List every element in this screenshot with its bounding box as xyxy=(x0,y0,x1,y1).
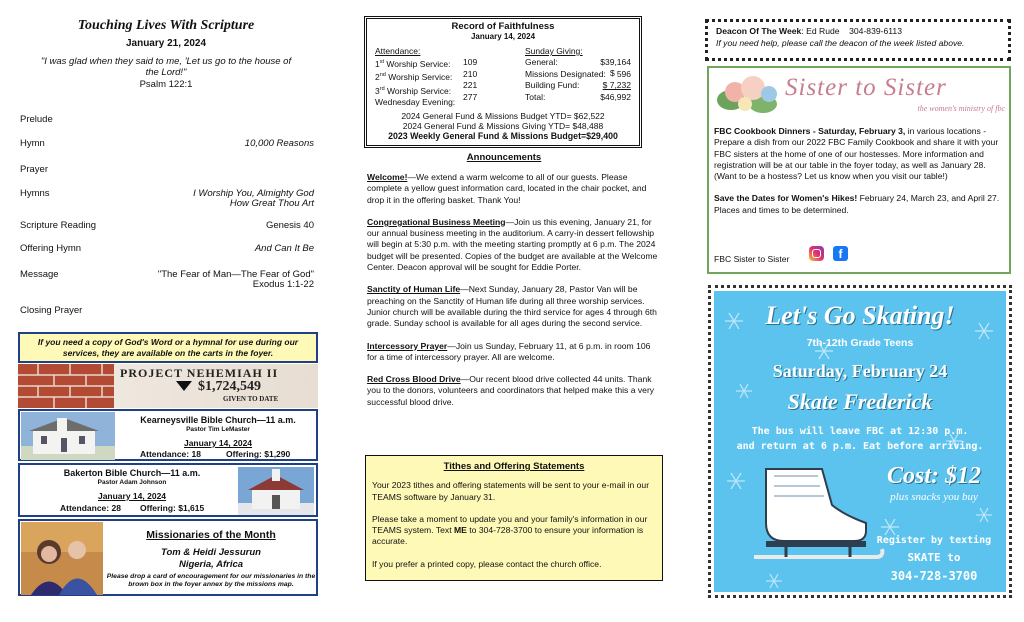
project-nehemiah-banner xyxy=(18,364,318,408)
deacon-label: Deacon Of The Week xyxy=(716,26,802,36)
deacon-note: If you need help, please call the deacon of the week listed above. xyxy=(716,38,965,48)
church-name: Bakerton Bible Church—11 a.m. xyxy=(63,468,201,478)
order-item-label: Prayer xyxy=(20,164,48,175)
skate-register: Register by texting xyxy=(876,535,992,546)
tithes-statements-box xyxy=(365,455,663,581)
skate-place: Skate Frederick xyxy=(787,389,933,414)
tithes-paragraph: Your 2023 tithes and offering statements will be sent to your e-mail in our TEAMS software by January 31. xyxy=(372,480,650,502)
bakerton-church-card xyxy=(18,463,318,517)
giving-label: Sunday Giving: xyxy=(525,46,583,56)
announcement-text: —Join us this evening, January 21, for our annual business meeting in the auditorium. A carry-in dessert fellowship will begin at 5:30 p.m. with the meeting starting promptly at 6 p.m. The 2024 budget will be presented. Copies of the budget are available at the Welcome Center. Deacon approval will be sought for Eddie Porter. xyxy=(367,216,658,273)
giving-value: 596 xyxy=(616,68,631,79)
skate-register-keyword: SKATE to xyxy=(907,551,961,564)
attendance-value: 277 xyxy=(463,91,478,102)
facebook-icon[interactable]: f xyxy=(833,246,848,261)
order-of-service-column xyxy=(14,18,318,90)
scripture-verse: "I was glad when they said to me, 'Let us go to the house of the Lord!" xyxy=(40,56,292,78)
order-item-label: Hymns xyxy=(20,188,50,199)
bulletin-date: January 21, 2024 xyxy=(125,38,207,49)
giving-value: $46,992 xyxy=(600,91,631,102)
giving-label-row: General: xyxy=(525,57,558,67)
skating-flyer xyxy=(714,291,1006,592)
missionary-names: Tom & Heidi Jessurun xyxy=(161,547,261,558)
church-name: Kearneysville Bible Church—11 a.m. xyxy=(140,415,296,425)
attendance-value: 221 xyxy=(463,80,478,90)
order-item-label: Closing Prayer xyxy=(20,305,83,316)
deacon-name: : Ed Rude xyxy=(801,26,840,36)
tithes-paragraph: If you prefer a printed copy, please contact the church office. xyxy=(372,558,602,569)
record-of-faithfulness xyxy=(364,16,642,148)
order-item-value: "The Fear of Man—The Fear of God" xyxy=(157,269,314,280)
attendance-list xyxy=(375,57,455,108)
order-item-label: Prelude xyxy=(20,114,53,125)
bulletin-title: Touching Lives With Scripture xyxy=(77,18,255,33)
record-date: January 14, 2024 xyxy=(470,32,536,41)
diamond-icon xyxy=(176,381,192,391)
missionary-photo xyxy=(21,522,103,595)
flower-icon xyxy=(713,70,783,122)
order-item-value: 10,000 Reasons xyxy=(244,138,314,149)
church-date: January 14, 2024 xyxy=(97,491,167,501)
announcement xyxy=(367,217,659,273)
giving-label-row: Building Fund: xyxy=(525,80,580,90)
announcement-text: —We extend a warm welcome to all of our guests. Please complete a yellow guest information card, located in the chair pocket, and drop it in the offering basket. Thank You! xyxy=(367,172,647,205)
announcements-list xyxy=(367,172,659,408)
skate-cost-sub: plus snacks you buy xyxy=(890,491,978,503)
attendance-row: Wednesday Evening: xyxy=(375,96,456,107)
announcement-text: —Our recent blood drive collected 44 units. Thank you to the donors, volunteers and coordinators that helped make this a very successful blood drive. xyxy=(367,374,655,407)
order-item-label: Hymn xyxy=(20,138,45,149)
order-item-value: Genesis 40 xyxy=(265,220,314,231)
skate-title: Let's Go Skating! xyxy=(765,301,955,330)
skating-flyer-border xyxy=(708,285,1012,598)
church-attendance: Attendance: 28 xyxy=(60,503,121,513)
giving-currency: $ xyxy=(610,68,615,78)
skate-date: Saturday, February 24 xyxy=(772,361,948,381)
budget-line: 2024 General Fund & Missions Budget YTD= $62,522 xyxy=(401,111,605,121)
church-photo xyxy=(21,412,115,460)
record-title: Record of Faithfulness xyxy=(451,21,555,32)
announcements-title: Announcements xyxy=(466,152,542,163)
attendance-label: Attendance: xyxy=(375,46,421,56)
church-date: January 14, 2024 xyxy=(183,438,253,448)
project-amount: $1,724,549 xyxy=(198,379,261,394)
sister-logo: Sister to Sister xyxy=(785,74,947,101)
attendance-value: 210 xyxy=(463,68,478,79)
sister-content xyxy=(714,126,1006,216)
sister-logo-sub: the women's ministry of fbc xyxy=(917,104,1005,113)
deacon-line xyxy=(716,25,1000,37)
order-item-label: Message xyxy=(20,269,59,280)
tithes-title: Tithes and Offering Statements xyxy=(443,461,585,472)
sister-to-sister-box xyxy=(707,66,1011,274)
order-item-label: Offering Hymn xyxy=(20,243,82,254)
order-item-label: Scripture Reading xyxy=(20,220,97,231)
announcement-heading: Welcome! xyxy=(367,172,408,182)
announcement xyxy=(367,374,659,408)
budget-line: 2024 General Fund & Missions Giving YTD= $48,488 xyxy=(402,121,604,131)
announcement xyxy=(367,341,659,364)
attendance-value: 109 xyxy=(463,57,478,67)
attendance-values xyxy=(463,57,477,103)
announcement-text: —Join us Sunday, February 11, at 6 p.m. in room 106 for a time of intercessory prayer. All are welcome. xyxy=(367,340,651,362)
giving-label-row: Total: xyxy=(525,91,546,102)
kearneysville-church-card xyxy=(18,409,318,461)
budget-line-bold: 2023 Weekly General Fund & Missions Budget=$29,400 xyxy=(388,131,618,141)
skate-grades: 7th-12th Grade Teens xyxy=(806,337,914,349)
announcement-text: —Next Sunday, January 28, Pastor Van will be preaching on the Sanctity of Human life during all three worship services. Junior church will be available during the third service for ages 4 through 6th grade. Sunday school is available for all ages during the second service. xyxy=(367,284,657,329)
church-offering: Offering: $1,615 xyxy=(140,503,205,513)
skate-phone: 304-728-3700 xyxy=(890,569,978,583)
missionaries-title: Missionaries of the Month xyxy=(146,529,276,541)
announcement-heading: Intercessory Prayer xyxy=(367,340,448,351)
brick-wall-icon xyxy=(18,364,114,408)
order-item-value: How Great Thou Art xyxy=(229,198,314,209)
sister-paragraph: FBC Cookbook Dinners - Saturday, February 3, in various locations - Prepare a dish from our 2022 FBC Family Cookbook and share it with your FBC sisters at the home of one of our hostesses. More information and registration will be at our table in the foyer today, as well as January 28. (Want to be a hostess? Let us know when you visit our table!) xyxy=(714,126,999,182)
announcement-heading: Congregational Business Meeting xyxy=(367,216,506,227)
sister-social-label: FBC Sister to Sister xyxy=(714,254,790,264)
giving-label-row: Missions Designated: xyxy=(525,68,606,79)
announcement xyxy=(367,284,659,329)
missionary-note: Please drop a card of encouragement for our missionaries in the brown box in the foyer annex by the missions map. xyxy=(106,573,316,589)
order-item-value: Exodus 1:1-22 xyxy=(252,279,314,290)
church-photo xyxy=(238,467,314,515)
attendance-row: 1st Worship Service: xyxy=(375,58,451,69)
deacon-of-week-box xyxy=(705,19,1011,61)
skate-bus-line: and return at 6 p.m. Eat before arriving. xyxy=(736,441,984,452)
attendance-row: 3rd Worship Service: xyxy=(375,85,452,96)
attendance-row: 2nd Worship Service: xyxy=(375,72,453,83)
missionary-place: Nigeria, Africa xyxy=(178,559,244,570)
giving-value: $39,164 xyxy=(600,57,631,67)
project-name: PROJECT NEHEMIAH II xyxy=(120,366,279,380)
church-pastor: Pastor Adam Johnson xyxy=(97,479,167,486)
project-sub: GIVEN TO DATE xyxy=(223,395,279,403)
bible-hymnal-note: If you need a copy of God's Word or a hymnal for use during our services, they are available on the carts in the foyer. xyxy=(18,332,318,363)
church-pastor: Pastor Tim LeMaster xyxy=(186,426,250,433)
giving-list xyxy=(525,57,606,103)
skate-bus-line: The bus will leave FBC at 12:30 p.m. xyxy=(751,426,969,437)
giving-value: $ 7,232 xyxy=(602,80,631,90)
missionaries-card xyxy=(18,519,318,596)
announcement-heading: Red Cross Blood Drive xyxy=(367,374,461,385)
skate-cost: Cost: $12 xyxy=(886,463,981,489)
order-item-value: I Worship You, Almighty God xyxy=(193,188,314,199)
announcement-heading: Sanctity of Human Life xyxy=(367,284,461,295)
tithes-paragraph: Please take a moment to update you and your family's information in our TEAMS system. Text ME to 304-728-3700 to ensure your information is accurate. xyxy=(372,513,648,547)
church-attendance: Attendance: 18 xyxy=(140,449,201,459)
order-item-value: And Can It Be xyxy=(254,243,314,254)
deacon-phone: 304-839-6113 xyxy=(849,26,902,36)
sister-paragraph: Save the Dates for Women's Hikes! February 24, March 23, and April 27. Places and times to be determined. xyxy=(714,193,1000,215)
announcement xyxy=(367,172,659,206)
scripture-reference: Psalm 122:1 xyxy=(139,78,193,90)
giving-values xyxy=(600,57,631,103)
instagram-icon[interactable] xyxy=(809,246,824,261)
church-offering: Offering: $1,290 xyxy=(226,449,291,459)
